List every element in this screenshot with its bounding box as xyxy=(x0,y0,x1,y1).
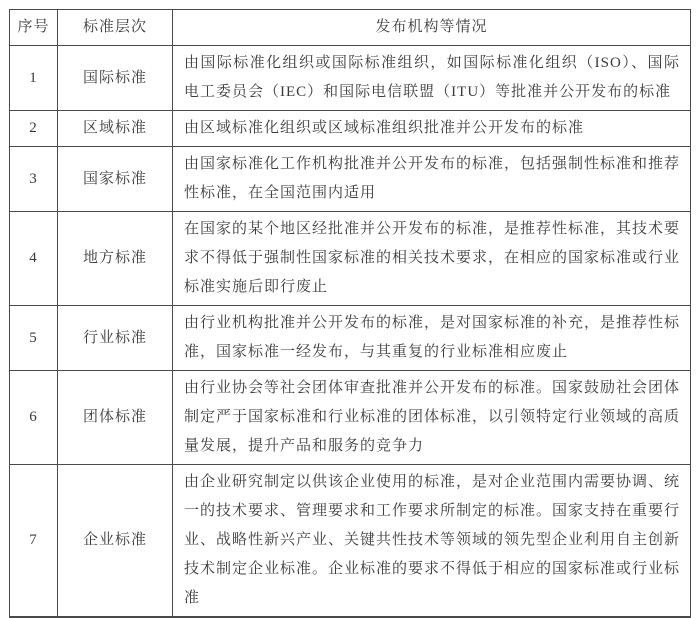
description-cell: 由国际标准化组织或国际标准组织，如国际标准化组织（ISO）、国际电工委员会（IEC）和国际电信联盟（ITU）等批准并公开发布的标准 xyxy=(173,46,691,111)
description-cell: 由企业研究制定以供该企业使用的标准，是对企业范围内需要协调、统一的技术要求、管理要求和工作要求所制定的标准。国家支持在重要行业、战略性新兴产业、关键共性技术等领域的领先型企业利用自主创新技术制定企业标准。企业标准的要求不得低于相应的国家标准或行业标准 xyxy=(173,465,691,618)
table-row xyxy=(10,306,691,371)
table-row xyxy=(10,212,691,306)
description-cell: 在国家的某个地区经批准并公开发布的标准，是推荐性标准，其技术要求不得低于强制性国家标准的相关技术要求，在相应的国家标准或行业标准实施后即行废止 xyxy=(173,212,691,306)
col-header-publisher-info: 发布机构等情况 xyxy=(173,10,691,46)
description-cell: 由区域标准化组织或区域标准组织批准并公开发布的标准 xyxy=(173,111,691,147)
col-header-level: 标准层次 xyxy=(58,10,173,46)
description-cell: 由行业机构批准并公开发布的标准，是对国家标准的补充，是推荐性标准，国家标准一经发布，与其重复的行业标准相应废止 xyxy=(173,306,691,371)
row-number-cell: 7 xyxy=(10,465,58,618)
description-cell: 由国家标准化工作机构批准并公开发布的标准，包括强制性标准和推荐性标准，在全国范围内适用 xyxy=(173,147,691,212)
description-cell: 由行业协会等社会团体审查批准并公开发布的标准。国家鼓励社会团体制定严于国家标准和行业标准的团体标准，以引领特定行业领域的高质量发展，提升产品和服务的竞争力 xyxy=(173,371,691,465)
row-number-cell: 3 xyxy=(10,147,58,212)
row-number-cell: 2 xyxy=(10,111,58,147)
table-row xyxy=(10,147,691,212)
row-number-cell: 6 xyxy=(10,371,58,465)
standard-level-cell: 行业标准 xyxy=(58,306,173,371)
table-row xyxy=(10,465,691,618)
table-row xyxy=(10,46,691,111)
row-number-cell: 5 xyxy=(10,306,58,371)
standard-level-cell: 区域标准 xyxy=(58,111,173,147)
row-number-cell: 4 xyxy=(10,212,58,306)
table-row xyxy=(10,371,691,465)
standards-table xyxy=(9,9,691,618)
standard-level-cell: 国家标准 xyxy=(58,147,173,212)
standard-level-cell: 地方标准 xyxy=(58,212,173,306)
standard-level-cell: 团体标准 xyxy=(58,371,173,465)
col-header-no: 序号 xyxy=(10,10,58,46)
table-header-row xyxy=(10,10,691,46)
standard-level-cell: 国际标准 xyxy=(58,46,173,111)
row-number-cell: 1 xyxy=(10,46,58,111)
table-row xyxy=(10,111,691,147)
standard-level-cell: 企业标准 xyxy=(58,465,173,618)
